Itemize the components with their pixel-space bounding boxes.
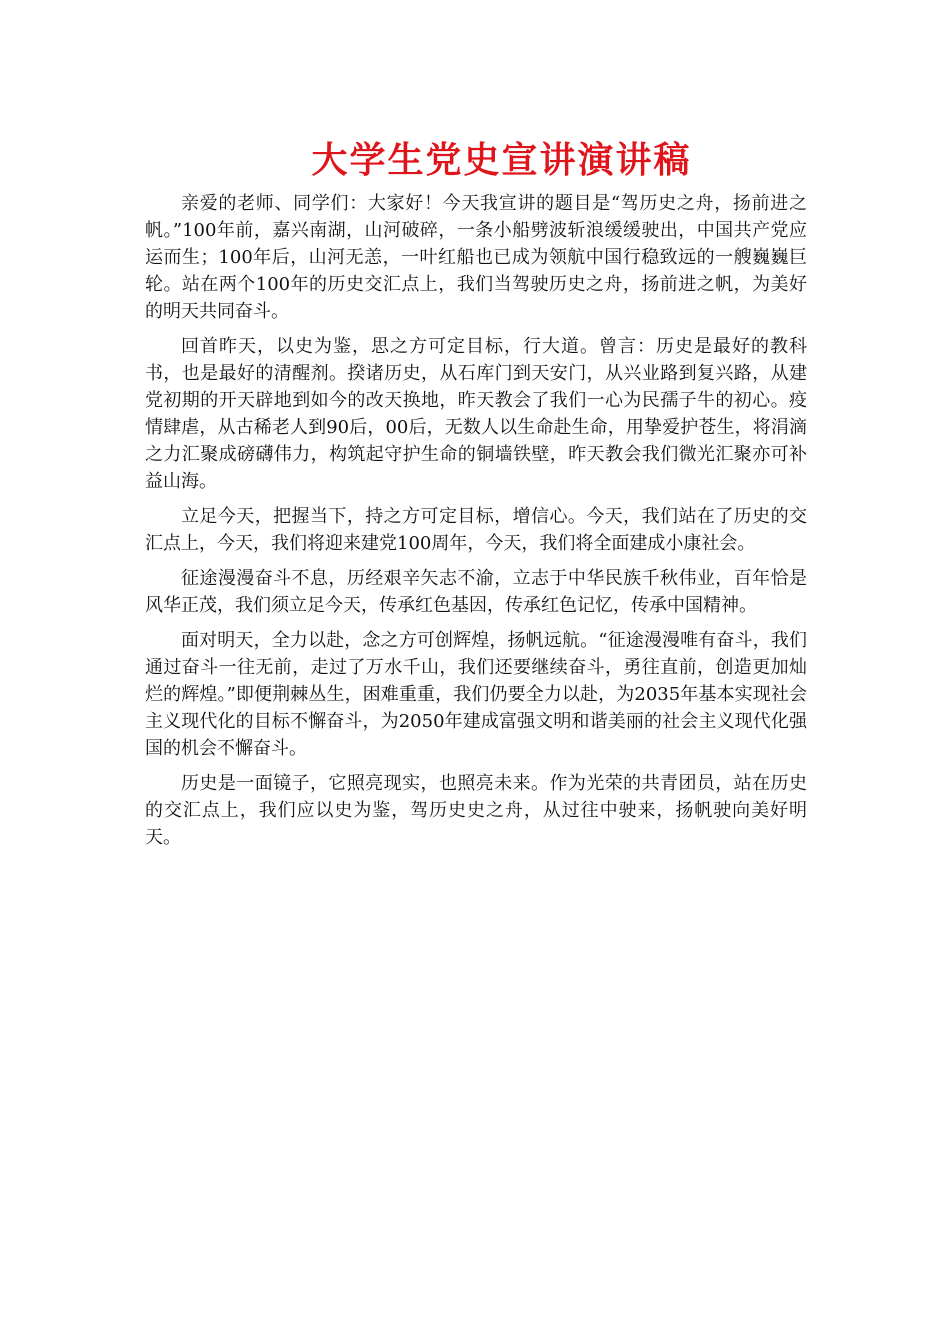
document-title: 大学生党史宣讲演讲稿 <box>311 139 692 181</box>
paragraph-greeting: 亲爱的老师、同学们：大家好！今天我宣讲的题目是“驾历史之舟，扬前进之帆。”100年前，嘉兴南湖，山河破碎，一条小船劈波斩浪缓缓驶出，中国共产党应运而生；100年后，山河无恙，一叶红船也已成为领航中国行稳致远的一艘巍巍巨轮。站在两个100年的历史交汇点上，我们当驾驶历史之舟，扬前进之帆，为美好的明天共同奋斗。 <box>145 193 807 322</box>
document-body <box>145 190 807 859</box>
paragraph-tomorrow: 面对明天，全力以赴，念之方可创辉煌，扬帆远航。“征途漫漫唯有奋斗，我们通过奋斗一往无前，走过了万水千山，我们还要继续奋斗，勇往直前，创造更加灿烂的辉煌。”即便荆棘丛生，困难重重，我们仍要全力以赴，为2035年基本实现社会主义现代化的目标不懈奋斗，为2050年建成富强文明和谐美丽的社会主义现代化强国的机会不懈奋斗。 <box>145 630 807 759</box>
paragraph-today: 立足今天，把握当下，持之方可定目标，增信心。今天，我们站在了历史的交汇点上，今天，我们将迎来建党100周年，今天，我们将全面建成小康社会。 <box>145 506 807 554</box>
paragraph-conclusion: 历史是一面镜子，它照亮现实，也照亮未来。作为光荣的共青团员，站在历史的交汇点上，我们应以史为鉴，驾历史史之舟，从过往中驶来，扬帆驶向美好明天。 <box>145 773 807 848</box>
paragraph-yesterday: 回首昨天，以史为鉴，思之方可定目标，行大道。曾言：历史是最好的教科书，也是最好的清醒剂。揆诸历史，从石库门到天安门，从兴业路到复兴路，从建党初期的开天辟地到如今的改天换地，昨天教会了我们一心为民孺子牛的初心。疫情肆虐，从古稀老人到90后，00后，无数人以生命赴生命，用挚爱护苍生，将涓滴之力汇聚成磅礴伟力，构筑起守护生命的铜墙铁壁，昨天教会我们微光汇聚亦可补益山海。 <box>145 336 807 492</box>
paragraph-journey: 征途漫漫奋斗不息，历经艰辛矢志不渝，立志于中华民族千秋伟业，百年恰是风华正茂，我们须立足今天，传承红色基因，传承红色记忆，传承中国精神。 <box>145 568 807 616</box>
